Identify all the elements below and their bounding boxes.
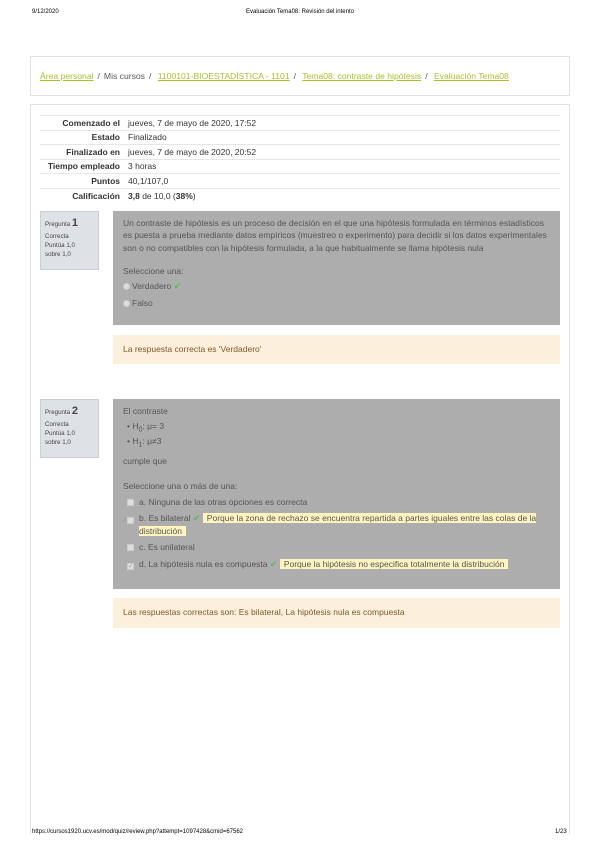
option-d[interactable]: ✓ d. La hipótesis nula es compuesta ✔ Porque la hipótesis no especifica totalmente la distribución — [127, 558, 550, 571]
option-c[interactable]: c. Es unilateral — [127, 541, 550, 553]
option-a[interactable]: a. Ninguna de las otras opciones es correcta — [127, 496, 550, 508]
question-state: Correcta — [45, 420, 69, 428]
attempt-summary — [40, 115, 560, 203]
value-started: jueves, 7 de mayo de 2020, 17:52 — [124, 116, 560, 131]
label-grade: Calificación — [40, 188, 124, 203]
question-1-content — [113, 211, 560, 325]
h1: • $H_1$: μ≠3 — [127, 435, 550, 450]
value-finished: jueves, 7 de mayo de 2020, 20:52 — [124, 145, 560, 160]
h0: • $H_0$: μ= 3 — [127, 420, 550, 435]
breadcrumb-my-courses: Mis cursos — [103, 71, 145, 81]
value-points: 40,1/107,0 — [124, 174, 560, 189]
hypotheses-list — [127, 420, 550, 450]
question-text: El contraste — [123, 406, 168, 416]
question-text: Un contraste de hipótesis es un proceso de decisión en el que una hipótesis formulada en términos estadísticos es puesta a prueba mediante datos empíricos (muestreo o experimento) para decidir si los datos experimentales son o no compatibles con la hipótesis formulada, a la que habitualmente se llama hipótesis nula — [123, 218, 547, 253]
question-state: Correcta — [45, 232, 69, 240]
page-number: 1/23 — [555, 829, 567, 835]
option-true[interactable]: Verdadero ✔ — [123, 280, 550, 293]
breadcrumb-course[interactable]: 1100101-BIOESTADÍSTICA - 1101 — [157, 71, 290, 81]
print-title: Evaluación Tema08: Revisión del intento — [246, 9, 354, 15]
print-url: https://cursos1920.ucv.es/mod/quiz/review.php?attempt=1097428&cmid=67562 — [32, 829, 244, 835]
answer-prompt: Seleccione una: — [123, 265, 184, 276]
option-false[interactable]: Falso — [123, 297, 550, 309]
label-started: Comenzado el — [40, 116, 124, 131]
checkbox-icon — [127, 499, 134, 506]
option-b[interactable]: ✓ b. Es bilateral ✔ Porque la zona de rechazo se encuentra repartida a partes iguales entre las colas de la distribución — [121, 513, 537, 537]
question-2-info: Pregunta 2 Correcta Puntúa 1,0 sobre 1,0 — [40, 399, 99, 458]
label-time: Tiempo empleado — [40, 159, 124, 174]
label-points: Puntos — [40, 174, 124, 189]
breadcrumb-quiz[interactable]: Evaluación Tema08 — [433, 71, 509, 81]
value-grade: 3,8 de 10,0 (38%) — [124, 188, 560, 203]
label-finished: Finalizado en — [40, 145, 124, 160]
breadcrumb-topic[interactable]: Tema08: contraste de hipótesis — [302, 71, 422, 81]
question-1-info: Pregunta 1 Correcta Puntúa 1,0 sobre 1,0 — [40, 211, 99, 270]
check-icon: ✔ — [192, 513, 201, 524]
print-date: 9/12/2020 — [32, 9, 59, 15]
radio-icon — [123, 300, 130, 307]
label-state: Estado — [40, 130, 124, 145]
option-d-feedback: Porque la hipótesis no especifica totalmente la distribución — [280, 559, 509, 569]
option-b-feedback: Porque la zona de rechazo se encuentra repartida a partes iguales entre las colas de la distribución — [139, 513, 537, 537]
question-1-feedback: La respuesta correcta es 'Verdadero' — [113, 335, 560, 364]
radio-icon — [123, 283, 130, 290]
question-2-content: El contraste • $H_0$: μ= 3 • $H_1$: μ≠3 cumple que Seleccione una o más de una: a. Ninguna de las otras opciones es correcta ✓ b. Es bilateral ✔ Porque la zona de rechazo se encuentra repartida a partes iguales entre las colas de la distribución c. Es unilateral ✓ d. La hipótesis nula es compuesta ✔ Porque la hipótesis no especifica totalmente la distribución — [113, 399, 560, 589]
check-icon: ✔ — [173, 281, 182, 292]
breadcrumb-home[interactable]: Área personal — [40, 71, 94, 81]
checkbox-checked-icon: ✓ — [128, 563, 134, 570]
answer-prompt: Seleccione una o más de una: — [123, 480, 238, 491]
question-2-feedback: Las respuestas correctas son: Es bilateral, La hipótesis nula es compuesta — [113, 598, 560, 628]
checkbox-icon — [127, 544, 134, 551]
breadcrumb: Área personal / Mis cursos / 1100101-BIOESTADÍSTICA - 1101 / Tema08: contraste de hipótesis / Evaluación Tema08 — [30, 56, 570, 96]
checkbox-checked-icon: ✓ — [127, 517, 134, 524]
value-state: Finalizado — [124, 130, 560, 145]
check-icon: ✔ — [269, 558, 278, 569]
value-time: 3 horas — [124, 159, 560, 174]
